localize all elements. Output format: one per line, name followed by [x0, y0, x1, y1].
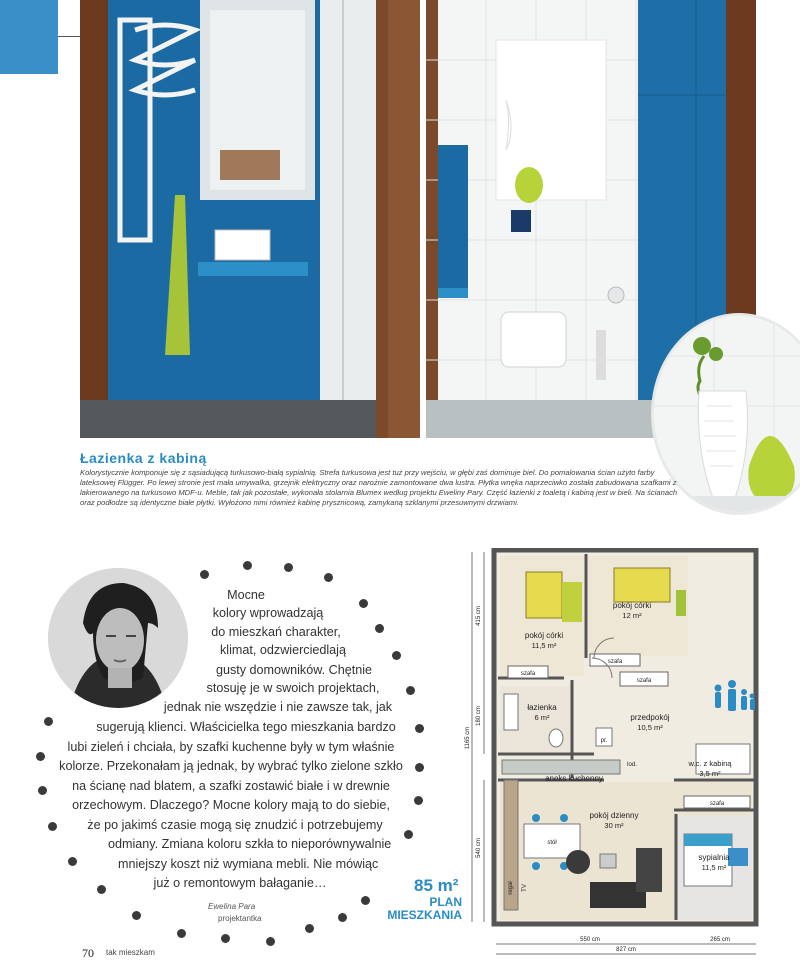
room-label: łazienka — [527, 703, 557, 712]
quote-line: kolorze. Przekonałam ją jednak, by wybrać tylko zielone szkło — [59, 759, 403, 773]
dimension-label: 415 cm — [476, 606, 482, 626]
closet-label: szafa — [709, 801, 725, 807]
quote-line: klimat, odzwierciedlają — [220, 643, 346, 657]
floor-plan — [464, 548, 764, 960]
quote-line: do mieszkań charakter, — [211, 625, 341, 639]
decoration-dot — [338, 913, 347, 922]
pantry-label: pr. — [600, 738, 608, 744]
quote-line: że po jakimś czasie mogą się znudzić i potrzebujemy — [87, 818, 383, 832]
family-icon — [708, 680, 758, 720]
decoration-dot — [97, 885, 106, 894]
room-label: aneks kuchenny — [545, 774, 603, 783]
dimension-label: 827 cm — [616, 947, 636, 953]
decoration-dot — [38, 786, 47, 795]
decoration-dot — [284, 563, 293, 572]
floor-plan-drawing — [464, 548, 764, 960]
page-number: 70 — [82, 946, 94, 960]
decoration-dot — [404, 830, 413, 839]
shelf-label: regał — [508, 881, 514, 895]
quote-line: gusty domowników. Chętnie — [215, 663, 373, 677]
quote-line: lubi zieleń i chciała, by szafki kuchenne były w tym właśnie — [67, 740, 395, 754]
quote-line: mniejszy koszt niż wymiana mebli. Nie mówiąc — [118, 857, 379, 871]
room-label: pokój córki — [612, 601, 652, 610]
section-tab — [0, 0, 58, 74]
family-icon-glyph — [708, 680, 758, 720]
quote-author-role: projektantka — [218, 914, 262, 923]
table-label: stół — [547, 840, 557, 846]
quote-line: kolory wprowadzają — [212, 606, 324, 620]
decoration-dot — [266, 937, 275, 946]
closet-label: szafa — [636, 678, 652, 684]
decoration-dot — [36, 752, 45, 761]
tv-label: TV — [522, 884, 528, 892]
decoration-dot — [243, 561, 252, 570]
caption-text: Kolorystycznie komponuje się z sąsiadującą turkusowo-białą sypialnią. Strefa turkusowa jest tuż przy wejściu, w głębi zaś dominuje biel. Do pomalowania ścian użyto farby lateksowej Flügger. Po lewej stronie jest mała umywalka, grzejnik elektryczny oraz narożnie zamontowane dwa lustra. Płytka wnęka naprzeciwko została zabudowana szafkami z lakierowanego na turkusowo MDF-u. Meble, tak jak pozostałe, wykonała stolarnia Blumex według projektu Eweliny Pary. Część łazienki z toaletą i kabiną jest w bieli. Na ścianach oraz podłodze są identyczne białe płytki. Wyłożono nimi również kabinę prysznicową, zamykaną szklanymi przesuwnymi drzwiami. — [80, 468, 678, 507]
dimension-label: 265 cm — [710, 937, 730, 943]
room-label: przedpokój — [630, 713, 670, 722]
quote-line: odmiany. Zmiana koloru szkła to nieporównywalnie — [108, 837, 392, 851]
decoration-dot — [132, 911, 141, 920]
decoration-dot — [305, 924, 314, 933]
decoration-dot — [414, 796, 423, 805]
plan-title — [366, 896, 462, 922]
decoration-dot — [200, 570, 209, 579]
decoration-dot — [177, 929, 186, 938]
quote-line: już o remontowym bałaganie… — [153, 876, 327, 890]
dimension-label: 1165 cm — [465, 726, 471, 750]
apartment-size: 85 m² — [414, 876, 459, 895]
dimension-label: 180 cm — [476, 706, 482, 726]
quote-line: sugerują klienci. Właścicielka tego mieszkania bardzo — [96, 720, 396, 734]
room-area: 3,5 m² — [699, 769, 721, 778]
plan-title-line1: PLAN — [429, 895, 462, 909]
decoration-dot — [221, 934, 230, 943]
dimension-label: 550 cm — [580, 937, 600, 943]
magazine-name: tak mieszkam — [106, 948, 155, 957]
designer-portrait — [48, 568, 188, 708]
decoration-dot — [415, 763, 424, 772]
caption-title: Łazienka z kabiną — [80, 450, 207, 466]
closet-label: szafa — [520, 671, 536, 677]
decoration-dot — [406, 686, 415, 695]
quote-line: stosuję je w swoich projektach, — [206, 681, 380, 695]
room-area: 12 m² — [622, 611, 642, 620]
room-label: pokój córki — [524, 631, 564, 640]
tab-rule — [58, 36, 80, 37]
bathroom-photo-left-illustration — [80, 0, 420, 438]
decoration-dot — [44, 717, 53, 726]
decoration-dot — [324, 573, 333, 582]
plan-title-line2: MIESZKANIA — [387, 908, 462, 922]
decoration-dot — [392, 651, 401, 660]
room-area: 10,5 m² — [637, 723, 663, 732]
closet-label: szafa — [607, 659, 623, 665]
decoration-dot — [68, 857, 77, 866]
room-label: sypialnia — [698, 853, 730, 862]
dimension-label: 540 cm — [476, 838, 482, 858]
fridge-label: lod. — [627, 762, 637, 768]
bathroom-photo-left — [80, 0, 420, 438]
room-area: 30 m² — [604, 821, 624, 830]
quote-author: Ewelina Para — [208, 902, 256, 911]
decoration-dot — [375, 624, 384, 633]
room-area: 11,5 m² — [701, 863, 727, 872]
decoration-dot — [415, 724, 424, 733]
portrait-illustration — [48, 568, 188, 708]
decoration-dot — [48, 822, 57, 831]
quote-line: Mocne — [227, 588, 265, 602]
quote-line: orzechowym. Dlaczego? Mocne kolory mają to do siebie, — [72, 798, 390, 812]
decoration-dot — [359, 599, 368, 608]
quote-line: jednak nie wszędzie i nie zawsze tak, jak — [163, 700, 393, 714]
room-area: 6 m² — [534, 713, 550, 722]
room-label: w.c. z kabiną — [688, 759, 732, 768]
room-area: 11,5 m² — [531, 641, 557, 650]
quote-line: na ścianę nad blatem, a szafki zostawić białe i w drewnie — [72, 779, 390, 793]
room-label: pokój dzienny — [589, 811, 639, 820]
